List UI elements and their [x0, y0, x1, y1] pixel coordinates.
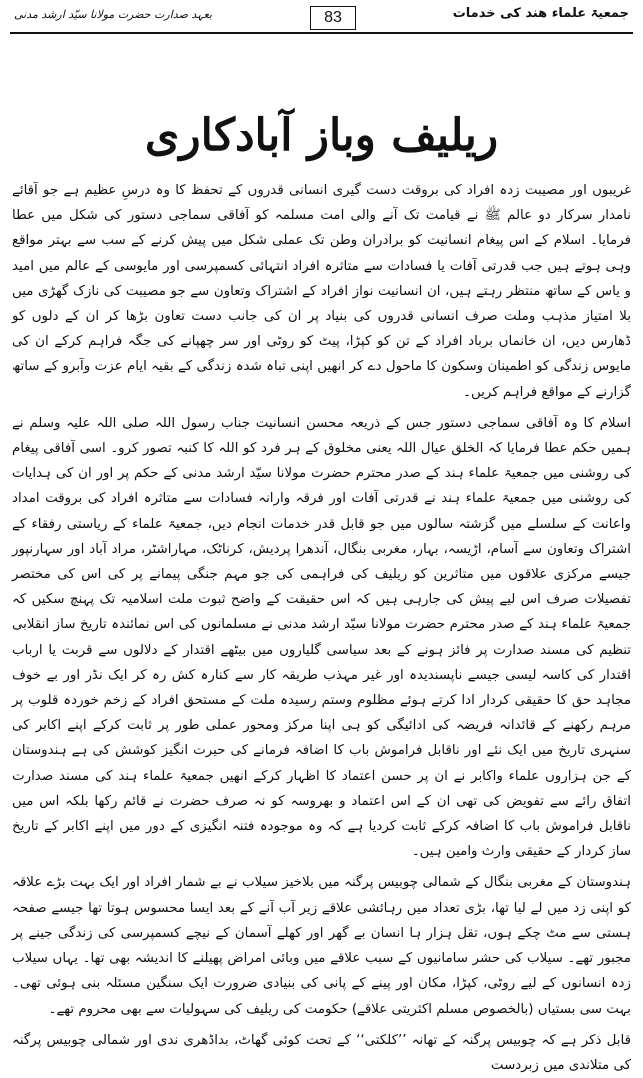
paragraph: غریبوں اور مصیبت زدہ افراد کی بروقت دست گیری انسانی قدروں کے تحفظ کا وہ درسِ عظیم ہے جو آقائے نامدار سرکار دو عالم ﷺ نے قیامت تک آنے والی امت مسلمہ کو آفاقی سماجی دستور کی شکل میں عطا فرمایا۔ اسلام کے اس پیغام انسانیت کو برادران وطن تک عملی شکل میں پیش کرنے کے سب سے بہتر مواقع وہی ہوتے ہیں جب قدرتی آفات یا فسادات سے متاثرہ افراد انتہائی کسمپرسی اور مایوسی کے عالم میں امید و یاس کے ساتھ منتظر رہتے ہیں، ان انسانیت نواز افراد کے اشتراک وتعاون سے جو مصیبت کی نازک گھڑی میں بلا امتیاز مذہب وملت صرف انسانی قدروں کی بنیاد پر ان کی جانب دست تعاون بڑھا کر ان کے دلوں کو ڈھارس دیں، ان خانماں برباد افراد کے تن کو کپڑا، پیٹ کو روٹی اور سر چھپانے کی جگہ فراہم کرکے ان کی مایوس زندگی کو اطمینان وسکون کا ماحول دے کر انھیں اپنی تباہ شدہ زندگی کے بقیہ ایام عزت وآبرو کے ساتھ گزارنے کے مواقع فراہم کریں۔ — [12, 183, 631, 400]
paragraph: قابل ذکر ہے کہ چوبیس پرگنہ کے تھانہ ’’کلکتی‘‘ کے تحت کوئی گھاٹ، بداڈھری ندی اور شمالی چوبیس پرگنہ کی متلاندی میں زبردست — [12, 1032, 631, 1073]
article-body — [12, 178, 631, 1078]
header-book-title: جمعیۃ علماء ھند کی خدمات — [452, 6, 629, 21]
header-subtitle: بعہد صدارت حضرت مولانا سیّد ارشد مدنی — [14, 8, 212, 21]
article-title: ریلیف وباز آبادکاری — [144, 110, 499, 161]
paragraph: ہندوستان کے مغربی بنگال کے شمالی چوبیس پرگنہ میں بلاخیز سیلاب نے بے شمار افراد اور ایک بہت بڑے علاقہ کو اپنی زد میں لے لیا تھا، بڑی تعداد میں رہائشی علاقے زیر آب آنے کے بعد ایسا محسوس ہوتا تھا جیسے صفحہ ہستی سے مٹ چکے ہوں، تقل ہزار ہا انسان بے گھر اور کھلے آسمان کے نیچے کسمپرسی کی زندگی جینے پر مجبور تھے۔ سیلاب کی حشر سامانیوں کے سبب علاقے میں وبائی امراض پھیلنے کا اندیشہ بھی تھا۔ یہاں سیلاب زدہ انسانوں کے لیے روٹی، کپڑا، مکان اور پینے کے پانی کی بنیادی ضرورت ایک سنگین مسئلہ بنی ہوئی تھی۔ بہت سی بستیاں (بالخصوص مسلم اکثریتی علاقے) حکومت کی ریلیف کی سہولیات سے بھی محروم تھے۔ — [12, 875, 631, 1017]
running-header — [10, 4, 633, 34]
page-number: 83 — [310, 6, 356, 30]
paragraph: اسلام کا وہ آفاقی سماجی دستور جس کے ذریعہ محسن انسانیت جناب رسول اللہ صلی اللہ علیہ وسلم نے ہمیں حکم عطا فرمایا کہ الخلق عیال اللہ یعنی مخلوق کے ہر فرد کو اللہ کا کنبہ تصور کرو۔ اسی آفاقی پیغام کی روشنی میں جمعیۃ علماء ہند کے صدر محترم حضرت مولانا سیّد ارشد مدنی کے حکم پر اور ان کی ہدایات کی روشنی میں جمعیۃ علماء ہند نے قدرتی آفات اور فرقہ وارانہ فسادات سے متاثرہ افراد کی بروقت امداد واعانت کے سلسلے میں گزشتہ سالوں میں جو قابل قدر خدمات انجام دیں، جمعیۃ علماء کے ریاستی رفقاء کے اشتراک وتعاون سے آسام، اڑیسہ، بہار، مغربی بنگال، آندھرا پردیش، کرناٹک، مہاراشٹر، مراد آباد اور سہارنپور جیسے مرکزی علاقوں میں متاثرین کو ریلیف کی فراہمی کی جو مہم جنگی پیمانے پر کی اس کی مختصر تفصیلات صرف اس لیے پیش کی جارہی ہیں کہ اس حقیقت کے واضح ثبوت ملت اسلامیہ تک پہنچ سکیں کہ جمعیۃ علماء ہند کے صدر محترم حضرت مولانا سیّد ارشد مدنی نے مسلمانوں کی اس نمائندہ تاریخ ساز انقلابی تنظیم کی مسند صدارت پر فائز ہونے کے بعد سیاسی گلیاروں میں بیٹھے اقتدار کے دلالوں سے قربت یا ارباب اقتدار کی کاسہ لیسی جیسے ناپسندیدہ اور غیر مہذب طریقہ کار سے کنارہ کش رہ کر ایک نڈر اور بے خوف مجاہد حق کا حقیقی کردار ادا کرتے ہوئے مظلوم وستم رسیدہ ملت کے مستحق افراد کے زخم خوردہ قلوب پر مرہم رکھنے کے قائدانہ فریضہ کی ادائیگی کو ہی اپنا مرکز ومحور عملی طور پر ثابت کرکے اپنے اکابر کی سنہری تاریخ میں ایک نئے اور ناقابل فراموش باب کا اضافہ فرمانے کی حیرت انگیز کوشش کی ہے ہندوستان کے جن ہزاروں علماء واکابر نے ان پر حسن اعتماد کا اظہار کرکے انھیں جمعیۃ علماء ہند کی مسند صدارت اتفاق رائے سے تفویض کی تھی ان کے اس اعتماد و بھروسہ کو نہ صرف حضرت نے قائم رکھا بلکہ اس میں ناقابل فراموش باب کا اضافہ کرکے ثابت کردیا ہے کہ وہ موجودہ فتنہ انگیزی کے دور میں اپنے اکابر کے تاریخ ساز کردار کے حقیقی وارث وامین ہیں۔ — [12, 415, 631, 860]
